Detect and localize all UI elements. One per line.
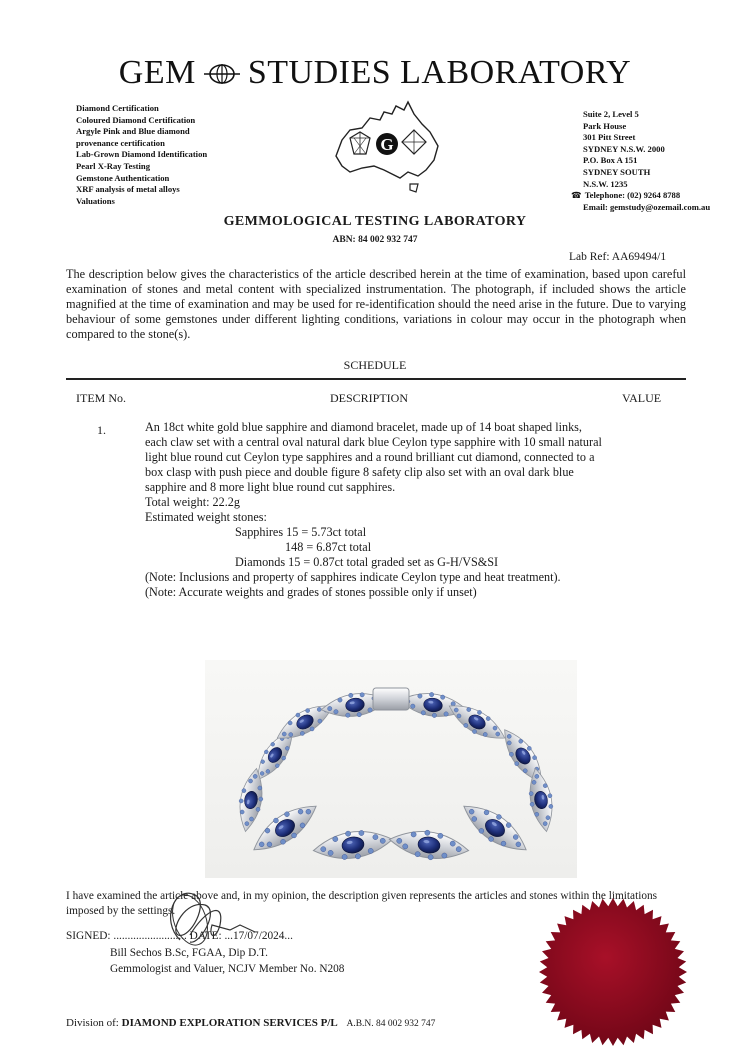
lab-address: [571, 109, 711, 213]
column-description-header: DESCRIPTION: [330, 391, 409, 405]
division-name: DIAMOND EXPLORATION SERVICES P/L: [121, 1017, 338, 1029]
telephone-line: [571, 190, 710, 202]
bracelet-link: [387, 825, 470, 865]
service-item: Argyle Pink and Blue diamond: [76, 126, 190, 137]
diamonds-weight: Diamonds 15 = 0.87ct total graded set as G-H/VS&SI: [235, 555, 499, 569]
title-left: GEM: [118, 54, 196, 91]
subtitle: GEMMOLOGICAL TESTING LABORATORY: [223, 214, 527, 229]
abn: ABN: 84 002 932 747: [332, 235, 418, 245]
column-value-header: VALUE: [622, 391, 662, 405]
signed-label: SIGNED: ..........................: [66, 930, 187, 942]
australia-logo: [322, 100, 452, 200]
lab-ref: Lab Ref: AA69494/1: [569, 251, 667, 263]
column-item-header: ITEM No.: [76, 391, 126, 405]
note-inclusions: (Note: Inclusions and property of sapphires indicate Ceylon type and heat treatment).: [145, 570, 561, 584]
intro-paragraph: The description below gives the characteristics of the article described herein at the time of examination, based upon careful examination of stones and metal content with specialized instrumentation. The photograph, if included shows the article magnified at the time of examination and may be used for re-identification should the need arise in the future. Due to varying behaviour of some gemstones under different lighting conditions, variations in colour may occur in the photograph when compared to the stone(s).: [66, 267, 686, 341]
address-line: 301 Pitt Street: [583, 132, 636, 143]
item-description: [145, 420, 605, 600]
logo-letter: G: [380, 135, 394, 154]
date-text: DATE: ...17/07/2024...: [189, 930, 293, 942]
red-seal: [538, 897, 688, 1047]
schedule-divider: [66, 378, 686, 380]
address-line: P.O. Box A 151: [583, 155, 638, 166]
note-accuracy: (Note: Accurate weights and grades of stones possible only if unset): [145, 585, 477, 599]
service-item: Gemstone Authentication: [76, 172, 170, 183]
examiner-statement: I have examined the article above and, in my opinion, the description given represents the articles and stones within the limitations imposed by the settings.: [66, 890, 658, 917]
division-line: [66, 1017, 435, 1029]
division-label: Division of:: [66, 1017, 119, 1029]
bracelet-link: [524, 766, 558, 833]
item-number: 1.: [97, 423, 106, 437]
email-line: Email: gemstudy@ozemail.com.au: [583, 201, 711, 212]
signer-title: Gemmologist and Valuer, NCJV Member No. N208: [110, 963, 345, 975]
service-item: Lab-Grown Diamond Identification: [76, 149, 208, 160]
address-line: N.S.W. 1235: [583, 178, 628, 189]
description-text: An 18ct white gold blue sapphire and diamond bracelet, made up of 14 boat shaped links, each claw set with a central oval natural dark blue Ceylon type sapphire with 10 small natural light blue round cut Ceylon type sapphires and a round brilliant cut diamond, connected to a box clasp with push piece and double figure 8 safety clip also set with an oval dark blue sapphire and 8 more light blue round cut sapphires.: [145, 420, 602, 494]
schedule-heading: SCHEDULE: [343, 358, 407, 372]
telephone-icon: ☎: [571, 190, 582, 201]
telephone-text: Telephone: (02) 9264 8788: [584, 190, 681, 201]
service-item: XRF analysis of metal alloys: [76, 184, 180, 195]
total-weight: Total weight: 22.2g: [145, 495, 240, 509]
sapphires-weight-1: Sapphires 15 = 5.73ct total: [235, 525, 367, 539]
signer-name: Bill Sechos B.Sc, FGAA, Dip D.T.: [110, 947, 268, 959]
address-line: Suite 2, Level 5: [583, 109, 639, 119]
service-item: Coloured Diamond Certification: [76, 114, 196, 125]
service-item: Valuations: [76, 195, 115, 206]
estimated-weight-label: Estimated weight stones:: [145, 510, 267, 524]
services-list: [76, 103, 207, 207]
title-right: STUDIES LABORATORY: [247, 54, 632, 91]
bracelet-clasp: [373, 688, 409, 710]
laboratory-title: [0, 54, 750, 94]
address-line: Park House: [583, 120, 627, 131]
sapphires-weight-2: 148 = 6.87ct total: [285, 540, 372, 554]
address-line: SYDNEY SOUTH: [583, 166, 651, 177]
division-abn: A.B.N. 84 002 932 747: [346, 1019, 436, 1029]
service-item: Diamond Certification: [76, 103, 159, 113]
diamond-crosshair-icon: [202, 56, 242, 94]
bracelet-link: [311, 825, 394, 865]
signer-details: [110, 945, 344, 977]
address-line: SYDNEY N.S.W. 2000: [583, 143, 665, 154]
service-item: provenance certification: [76, 137, 165, 148]
bracelet-photo: [205, 660, 577, 878]
service-item: Pearl X-Ray Testing: [76, 160, 150, 171]
